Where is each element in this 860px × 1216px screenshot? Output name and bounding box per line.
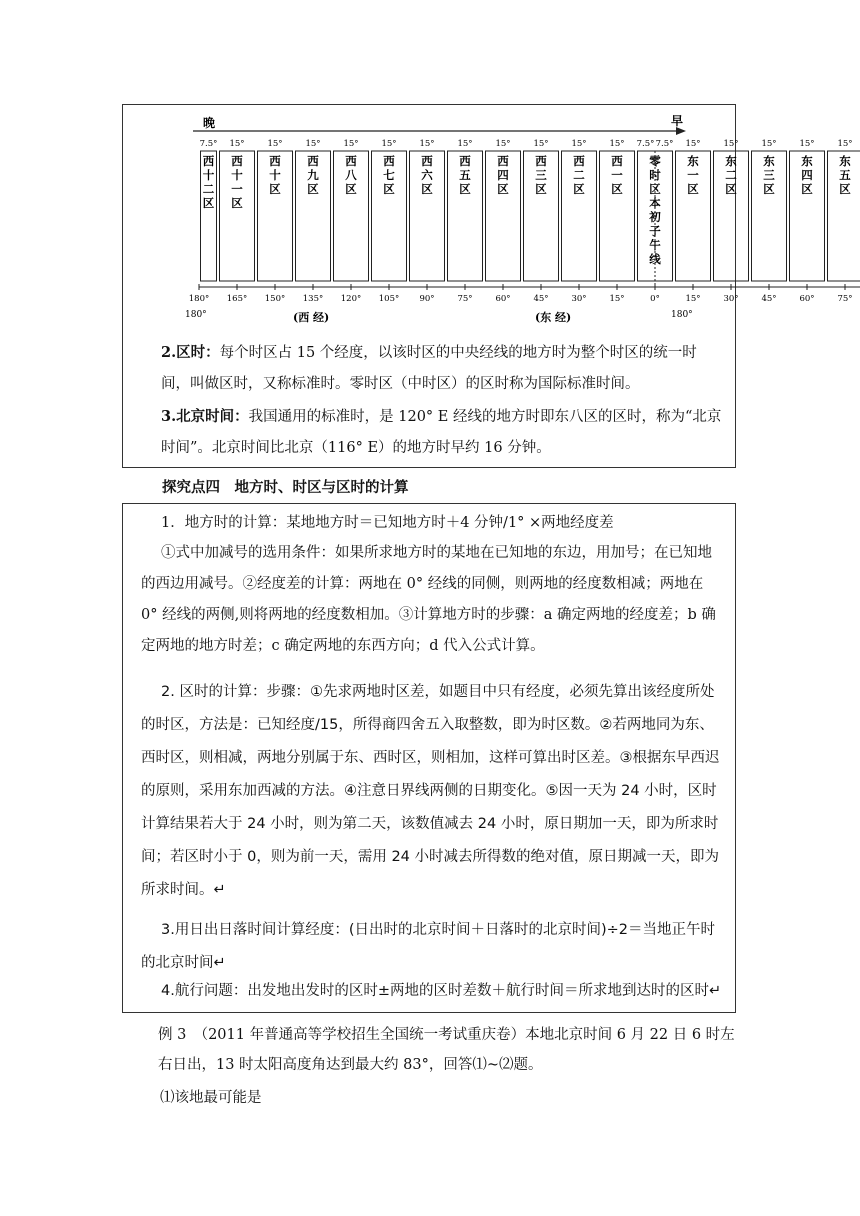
zone-label-char: 西 xyxy=(269,154,281,168)
p-zone-time-title: 2.区时： xyxy=(161,344,220,361)
zone-label-char: 区 xyxy=(611,182,623,196)
longitude-label: 45° xyxy=(533,294,549,304)
west-longitude-label: (西 经) xyxy=(293,311,330,324)
zone-label-char: 西 xyxy=(345,154,357,168)
top-width-label: 15° xyxy=(419,139,435,149)
zone-label-char: 区 xyxy=(535,182,547,196)
label-late: 晚 xyxy=(203,116,216,130)
longitude-label: 15° xyxy=(609,294,625,304)
longitude-label: 75° xyxy=(837,294,853,304)
zone-label-char: 时 xyxy=(649,168,661,182)
corner-left-label: 180° xyxy=(185,310,207,320)
zone-label-char: 西 xyxy=(611,154,623,168)
top-width-label: 15° xyxy=(343,139,359,149)
longitude-label: 60° xyxy=(799,294,815,304)
zone-label-char: 西 xyxy=(231,154,243,168)
zone-label-char: 东 xyxy=(839,154,851,168)
top-width-label: 15° xyxy=(381,139,397,149)
zone-label-char: 五 xyxy=(459,168,471,182)
top-width-label: 15° xyxy=(799,139,815,149)
top-width-label: 15° xyxy=(609,139,625,149)
p-beijing-time-title: 3.北京时间： xyxy=(161,408,249,425)
zone-label-char: 线 xyxy=(649,252,661,266)
top-width-label: 7.5° xyxy=(636,139,655,149)
zone-label-char: 一 xyxy=(687,168,699,182)
zone-label-char: 九 xyxy=(307,168,319,182)
zone-label-char: 子 xyxy=(649,224,661,238)
top-width-label: 15° xyxy=(837,139,853,149)
direction-arrow-head xyxy=(676,127,686,135)
longitude-label: 30° xyxy=(571,294,587,304)
zone-label-char: 二 xyxy=(202,182,215,196)
p-beijing-time xyxy=(161,401,723,464)
zone-label-char: 区 xyxy=(202,196,215,210)
zone-label-char: 东 xyxy=(763,154,775,168)
zone-label-char: 区 xyxy=(801,182,813,196)
p-local-time: 1．地方时的计算：某地地方时＝已知地方时＋4 分钟/1° ×两地经度差 xyxy=(161,515,614,531)
zone-label-char: 区 xyxy=(345,182,357,196)
longitude-label: 150° xyxy=(264,294,286,304)
zone-label-char: 一 xyxy=(231,182,243,196)
zone-label-char: 十 xyxy=(202,168,215,182)
time-zone-box xyxy=(122,104,853,468)
zone-label-char: 西 xyxy=(497,154,509,168)
zone-label-char: 三 xyxy=(535,168,547,182)
zone-label-char: 西 xyxy=(383,154,395,168)
zone-label-char: 东 xyxy=(687,154,699,168)
calculation-box xyxy=(122,503,736,1013)
p-longitude-calc: 3.用日出日落时间计算经度：(日出时的北京时间＋日落时的北京时间)÷2＝当地正午时的北京时间↵ xyxy=(141,922,716,971)
zone-label-char: 八 xyxy=(345,168,357,182)
zone-label-char: 区 xyxy=(421,182,433,196)
p-zone-time xyxy=(161,337,723,400)
zone-label-char: 本 xyxy=(649,196,661,210)
zone-label-char: 区 xyxy=(383,182,395,196)
zone-label-char: 十 xyxy=(231,168,243,182)
example-3: 例 3 （2011 年普通高等学校招生全国统一考试重庆卷）本地北京时间 6 月 22 日 6 时左右日出，13 时太阳高度角达到最大约 83°，回答⑴~⑵题。 xyxy=(158,1027,735,1073)
top-width-label: 15° xyxy=(457,139,473,149)
zone-label-char: 东 xyxy=(801,154,813,168)
longitude-label: 0° xyxy=(650,294,660,304)
zone-label-char: 四 xyxy=(801,168,813,182)
top-width-label: 15° xyxy=(571,139,587,149)
p-local-time-notes: ①式中加减号的选用条件：如果所求地方时的某地在已知地的东边，用加号；在已知地的西边用减号。②经度差的计算：两地在 0° 经线的同侧，则两地的经度数相减；两地在 0° 经线的两侧,则将两地的经度数相加。③计算地方时的步骤：a 确定两地的经度差；b 确定两地的地方时差；c 确定两地的东西方向；d 代入公式计算。 xyxy=(141,545,716,654)
longitude-label: 15° xyxy=(685,294,701,304)
longitude-label: 45° xyxy=(761,294,777,304)
top-width-label: 7.5° xyxy=(199,139,218,149)
zone-label-char: 东 xyxy=(725,154,737,168)
top-width-label: 15° xyxy=(533,139,549,149)
zone-label-char: 区 xyxy=(687,182,699,196)
zone-label-char: 初 xyxy=(649,210,661,224)
zone-label-char: 西 xyxy=(202,154,215,168)
longitude-label: 90° xyxy=(419,294,435,304)
zone-label-char: 四 xyxy=(497,168,509,182)
zone-label-char: 西 xyxy=(535,154,547,168)
zone-label-char: 区 xyxy=(459,182,471,196)
zone-label-char: 区 xyxy=(269,182,281,196)
time-zone-diagram xyxy=(123,105,853,335)
zone-label-char: 区 xyxy=(231,196,243,210)
top-width-label: 15° xyxy=(761,139,777,149)
east-longitude-label: (东 经) xyxy=(535,311,572,324)
zone-label-char: 区 xyxy=(839,182,851,196)
zone-label-char: 区 xyxy=(649,182,661,196)
zone-label-char: 区 xyxy=(497,182,509,196)
top-width-label: 15° xyxy=(305,139,321,149)
zone-label-char: 区 xyxy=(573,182,585,196)
zone-label-char: 二 xyxy=(573,168,585,182)
section-heading: 探究点四 地方时、时区与区时的计算 xyxy=(162,480,409,496)
top-width-label: 15° xyxy=(229,139,245,149)
longitude-label: 165° xyxy=(226,294,248,304)
zone-label-char: 六 xyxy=(421,168,433,182)
zone-label-char: 零 xyxy=(649,154,661,168)
label-early: 早 xyxy=(671,114,684,128)
p-voyage: 4.航行问题：出发地出发时的区时±两地的区时差数＋航行时间＝所求地到达时的区时↵ xyxy=(161,983,722,999)
zone-label-char: 十 xyxy=(269,168,281,182)
p-zone-calc: 2. 区时的计算：步骤：①先求两地时区差，如题目中只有经度，必须先算出该经度所处的时区，方法是：已知经度/15，所得商四舍五入取整数，即为时区数。②若两地同为东、西时区，则相减，两地分别属于东、西时区，则相加，这样可算出时区差。③根据东早西迟的原则，采用东加西减的方法。④注意日界线两侧的日期变化。⑤因一天为 24 小时，区时计算结果若大于 24 小时，则为第二天，该数值减去 24 小时，原日期加一天，即为所求时间；若区时小于 0，则为前一天，需用 24 小时减去所得数的绝对值，原日期减一天，即为所求时间。↵ xyxy=(141,684,720,898)
zone-label-char: 三 xyxy=(763,168,775,182)
corner-right-label: 180° xyxy=(671,310,693,320)
top-width-label: 15° xyxy=(723,139,739,149)
p-zone-time-text: 每个时区占 15 个经度，以该时区的中央经线的地方时为整个时区的统一时间，叫做区时，又称标准时。零时区（中时区）的区时称为国际标准时间。 xyxy=(161,345,697,392)
zone-label-char: 西 xyxy=(459,154,471,168)
longitude-label: 135° xyxy=(302,294,324,304)
top-width-label: 7.5° xyxy=(655,139,674,149)
longitude-label: 60° xyxy=(495,294,511,304)
top-width-label: 15° xyxy=(267,139,283,149)
zone-label-char: 二 xyxy=(725,168,737,182)
zone-label-char: 五 xyxy=(839,168,851,182)
zone-label-char: 区 xyxy=(307,182,319,196)
zone-label-char: 七 xyxy=(383,168,395,182)
longitude-label: 75° xyxy=(457,294,473,304)
longitude-label: 180° xyxy=(188,294,210,304)
zone-label-char: 西 xyxy=(421,154,433,168)
question-1: ⑴该地最可能是 xyxy=(160,1090,262,1106)
top-width-label: 15° xyxy=(685,139,701,149)
top-width-label: 15° xyxy=(495,139,511,149)
zone-label-char: 一 xyxy=(611,168,623,182)
longitude-label: 105° xyxy=(378,294,400,304)
zone-label-char: 西 xyxy=(307,154,319,168)
zone-label-char: 西 xyxy=(573,154,585,168)
zone-label-char: 午 xyxy=(649,238,661,252)
p-beijing-time-text: 我国通用的标准时，是 120° E 经线的地方时即东八区的区时，称为“北京时间”。北京时间比北京（116° E）的地方时早约 16 分钟。 xyxy=(161,409,722,456)
longitude-label: 120° xyxy=(340,294,362,304)
longitude-label: 30° xyxy=(723,294,739,304)
zone-label-char: 区 xyxy=(763,182,775,196)
zone-label-char: 区 xyxy=(725,182,737,196)
